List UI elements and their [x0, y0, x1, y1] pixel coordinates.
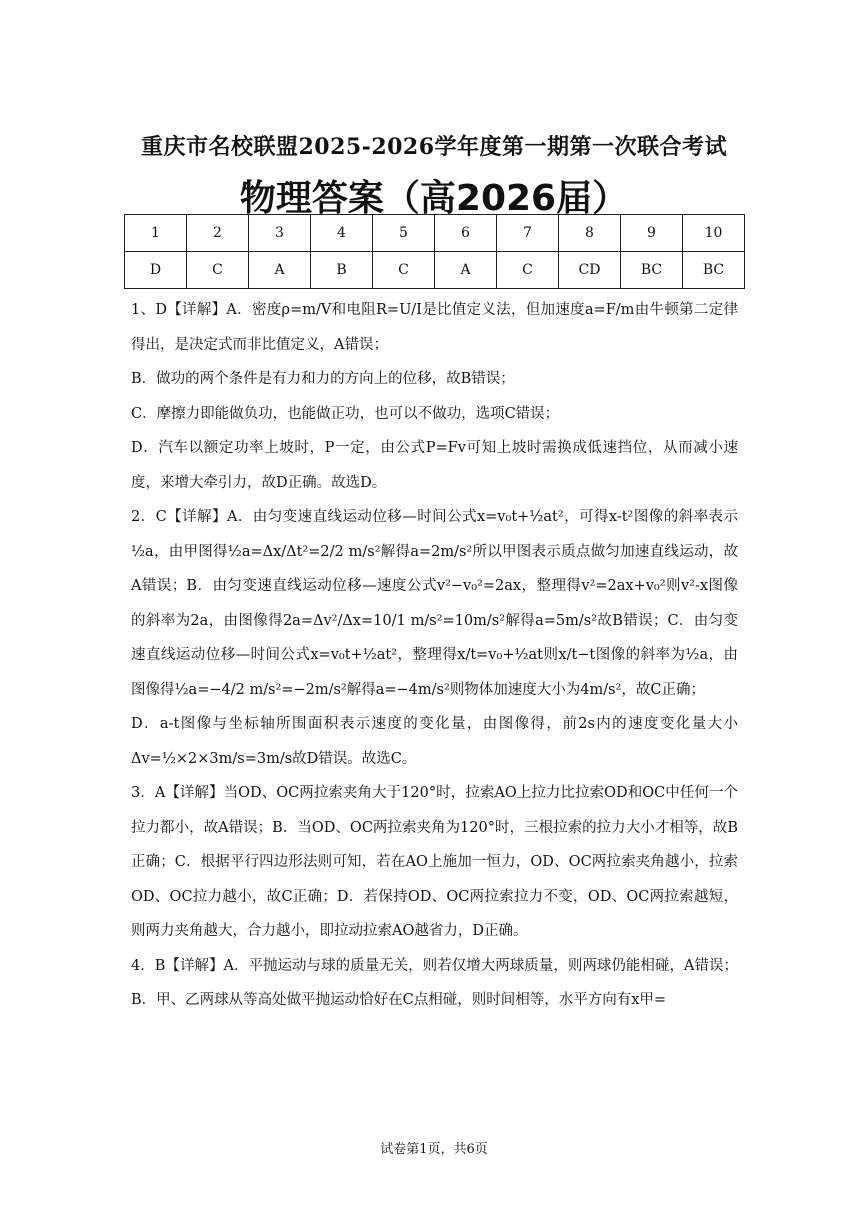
answer-key: BC: [683, 252, 745, 289]
answer-key: C: [497, 252, 559, 289]
explanation-paragraph: D．汽车以额定功率上坡时，P一定，由公式P=Fv可知上坡时需换成低速挡位，从而减小速度，来增大牵引力，故D正确。故选D。: [131, 440, 738, 491]
explanation-paragraph: C．摩擦力即能做负功，也能做正功，也可以不做功，选项C错误；: [131, 405, 560, 422]
question-number: 5: [373, 215, 435, 252]
question-number: 2: [187, 215, 249, 252]
explanation-paragraph: 1、D【详解】A．密度ρ=m/V和电阻R=U/I是比值定义法，但加速度a=F/m由牛顿第二定律得出，是决定式而非比值定义，A错误；: [131, 302, 738, 353]
question-number: 10: [683, 215, 745, 252]
answer-table: [124, 214, 745, 289]
question-number: 8: [559, 215, 621, 252]
explanation-paragraph: 3．A【详解】当OD、OC两拉索夹角大于120°时，拉索AO上拉力比拉索OD和OC中任何一个拉力都小，故A错误；B．当OD、OC两拉索夹角为120°时，三根拉索的拉力大小才相等，故B正确；C．根据平行四边形法则可知，若在AO上施加一恒力，OD、OC两拉索夹角越小，拉索OD、OC拉力越小，故C正确；D．若保持OD、OC两拉索拉力不变，OD、OC两拉索越短，则两力夹角越大，合力越小，即拉动拉索AO越省力，D正确。: [131, 785, 738, 939]
answer-title: 物理答案（高2026届）: [239, 178, 629, 219]
explanation-paragraph: 4．B【详解】A．平抛运动与球的质量无关，则若仅增大两球质量，则两球仍能相碰，A错误；B．甲、乙两球从等高处做平抛运动恰好在C点相碰，则时间相等，水平方向有x甲=: [131, 957, 738, 1008]
exam-title: 重庆市名校联盟2025-2026学年度第一期第一次联合考试: [140, 134, 728, 160]
answer-key: A: [435, 252, 497, 289]
question-number: 3: [249, 215, 311, 252]
answer-key: C: [187, 252, 249, 289]
explanation-paragraph: D．a-t图像与坐标轴所围面积表示速度的变化量，由图像得，前2s内的速度变化量大小Δv=½×2×3m/s=3m/s故D错误。故选C。: [131, 716, 738, 767]
page-footer: 试卷第1页，共6页: [380, 1142, 488, 1157]
answer-key-row: [125, 252, 745, 289]
explanation-paragraph: 2．C【详解】A．由匀变速直线运动位移—时间公式x=v₀t+½at²，可得x-t²图像的斜率表示½a，由甲图得½a=Δx/Δt²=2/2 m/s²解得a=2m/s²所以甲图表示质点做匀加速直线运动，故A错误；B．由匀变速直线运动位移—速度公式v²−v₀²=2ax，整理得v²=2ax+v₀²则v²-x图像的斜率为2a，由图像得2a=Δv²/Δx=10/1 m/s²=10m/s²解得a=5m/s²故B错误；C．由匀变速直线运动位移—时间公式x=v₀t+½at²，整理得x/t=v₀+½at则x/t−t图像的斜率为½a，由图像得½a=−4/2 m/s²=−2m/s²解得a=−4m/s²则物体加速度大小为4m/s²，故C正确；: [131, 509, 738, 698]
answer-key: BC: [621, 252, 683, 289]
answer-key: A: [249, 252, 311, 289]
question-number: 1: [125, 215, 187, 252]
answer-key: C: [373, 252, 435, 289]
explanation-body: [131, 293, 738, 1018]
question-number: 9: [621, 215, 683, 252]
answer-key: B: [311, 252, 373, 289]
answer-number-row: [125, 215, 745, 252]
explanation-paragraph: B．做功的两个条件是有力和力的方向上的位移，故B错误；: [131, 371, 515, 387]
question-number: 7: [497, 215, 559, 252]
question-number: 4: [311, 215, 373, 252]
answer-key: D: [125, 252, 187, 289]
question-number: 6: [435, 215, 497, 252]
answer-key: CD: [559, 252, 621, 289]
